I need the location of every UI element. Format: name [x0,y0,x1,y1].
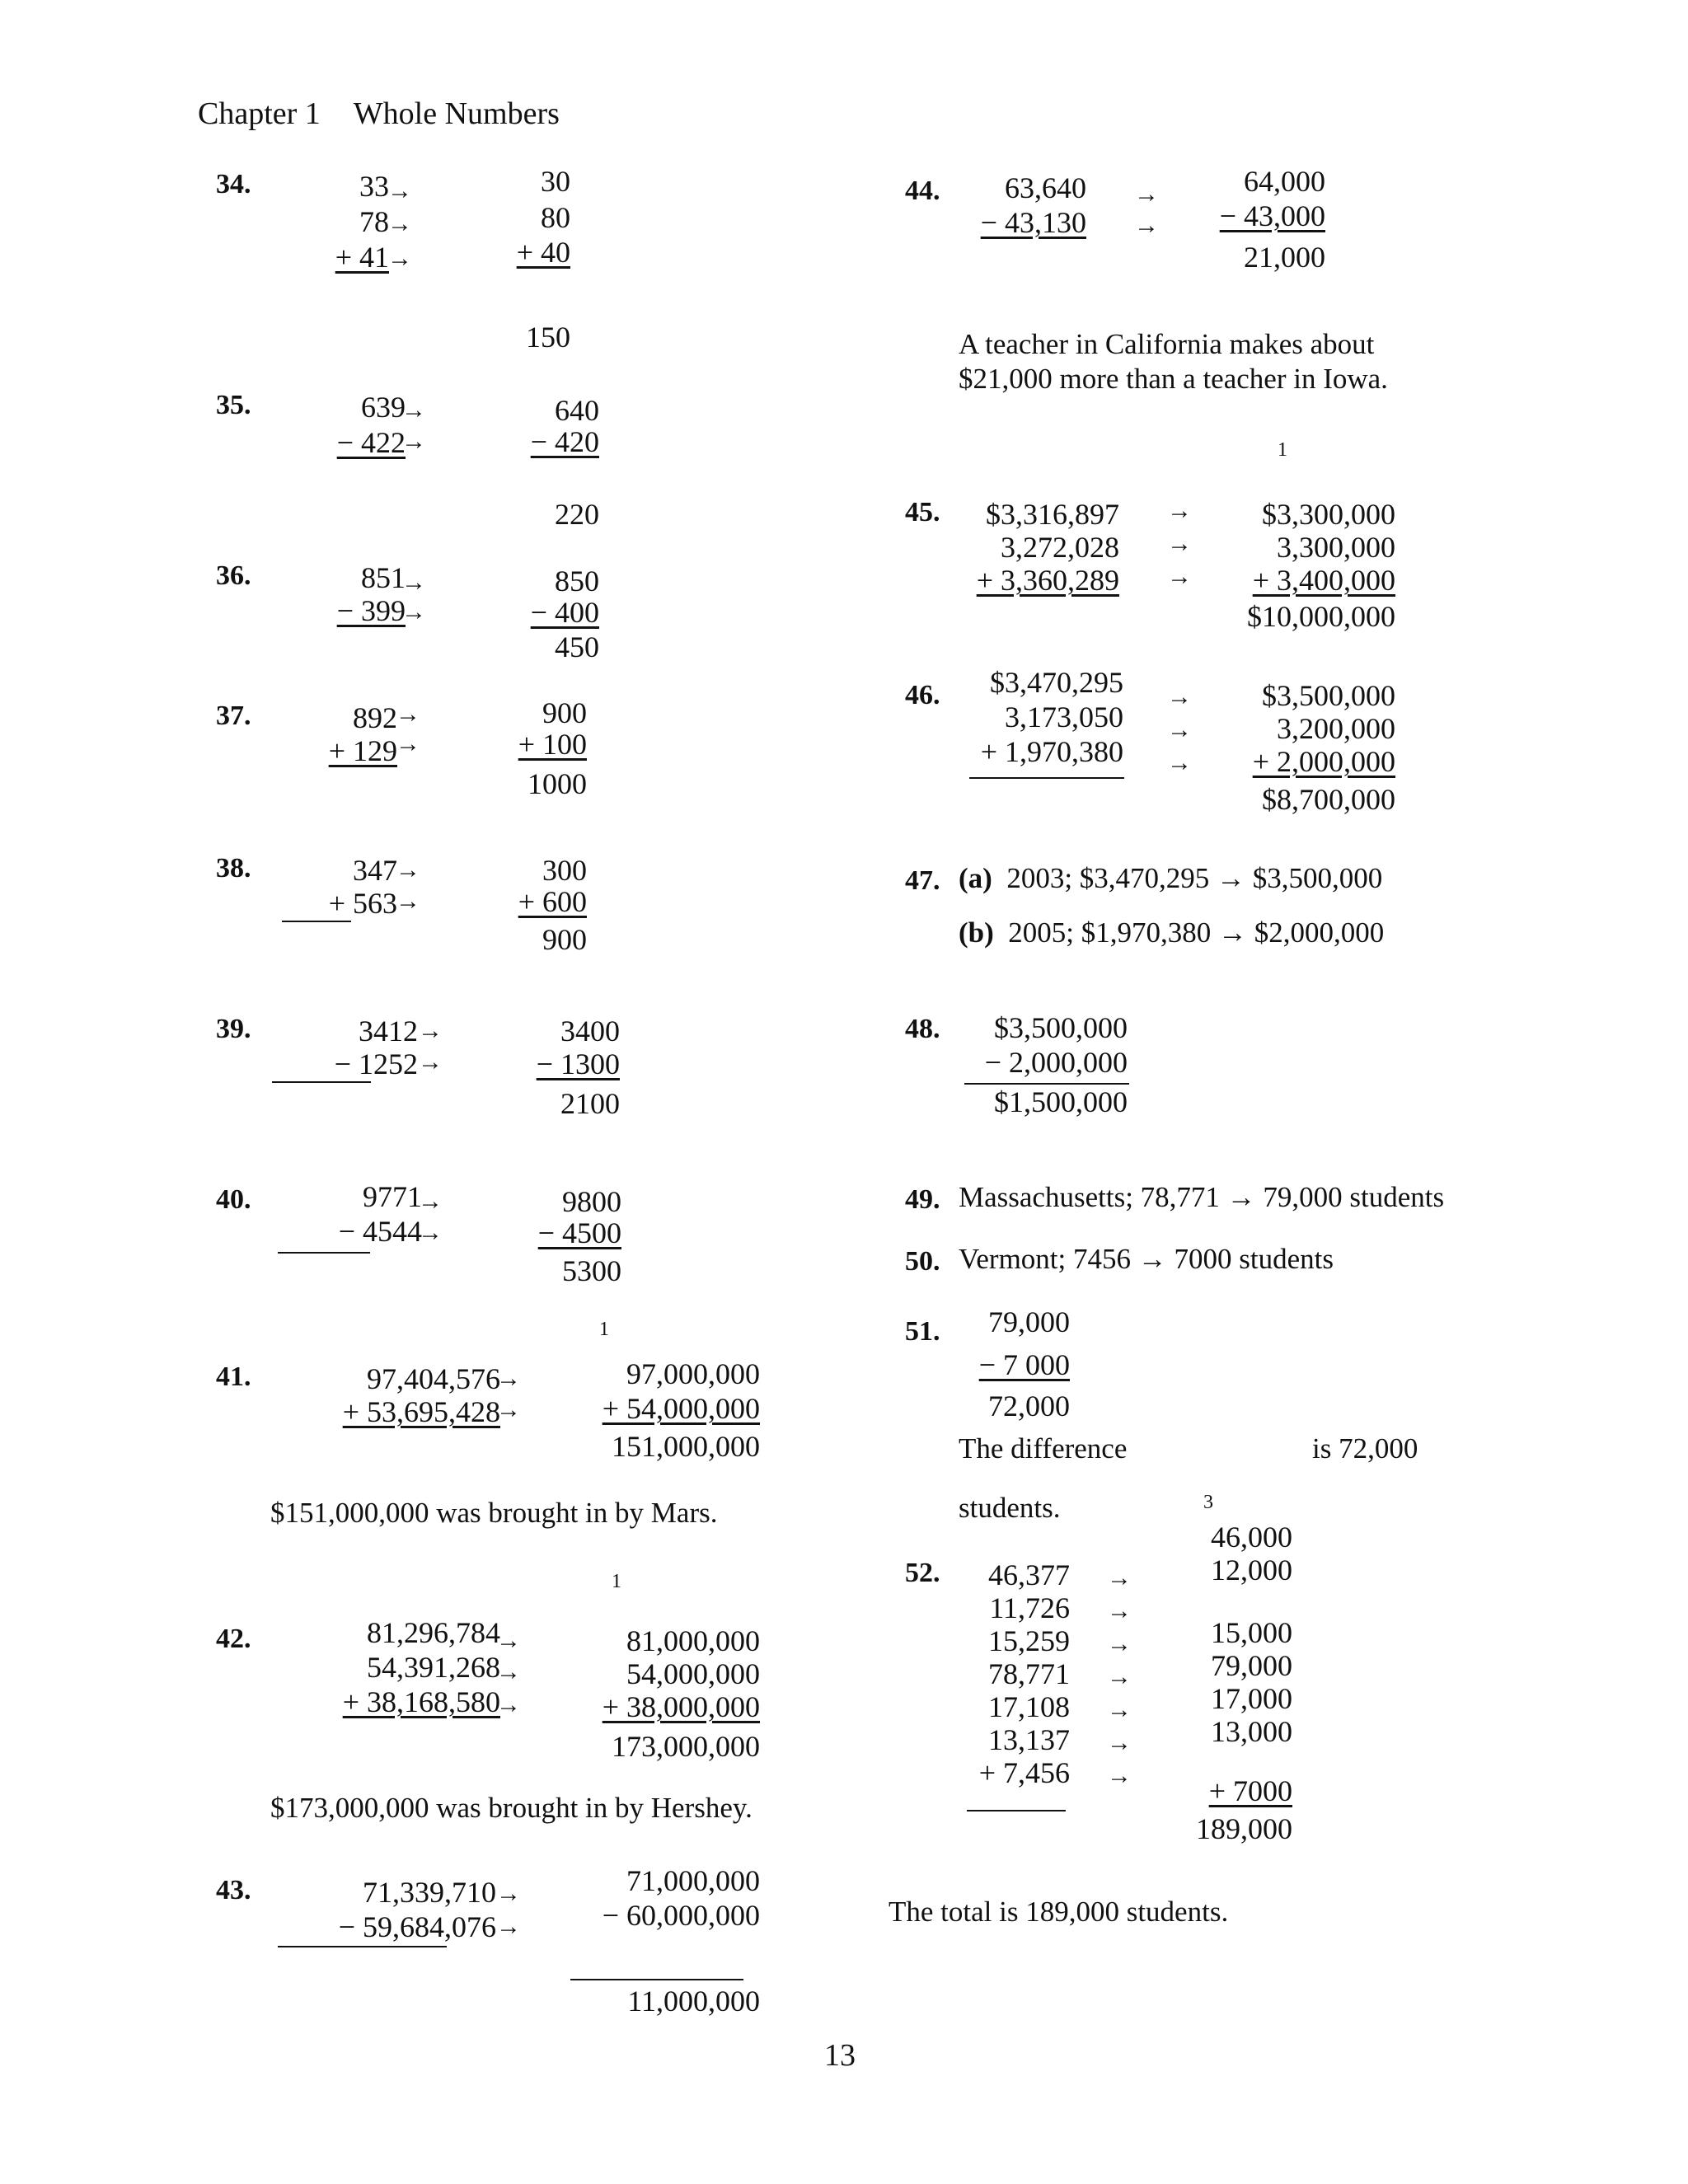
operand: 54,391,268 [367,1651,500,1684]
operand: − 43,130 [980,206,1086,239]
operand: 17,108 [988,1690,1070,1723]
rounded-operand: 850 [555,565,599,598]
operand: − 422 [336,426,406,459]
difference-rule [570,1979,743,1980]
rounded-operand: 97,000,000 [626,1357,760,1390]
result: 2100 [560,1087,620,1120]
result: $10,000,000 [1247,600,1395,633]
problem-number: 46. [905,680,940,710]
arrow-icon: → [1107,1696,1132,1723]
arrow-icon: → [396,730,420,757]
result: 150 [526,321,570,354]
carry-digit: 1 [599,1319,609,1340]
operand: 63,640 [1005,171,1086,204]
problem-number: 40. [216,1184,251,1215]
problem-number: 44. [905,176,940,206]
arrow-icon: → [496,1880,521,1907]
result: 72,000 [988,1390,1070,1422]
arrow-icon: → [1134,212,1159,239]
operand: + 53,695,428 [342,1395,500,1428]
sum-rule [967,1810,1066,1811]
answer-statement: A teacher in California makes about [959,328,1375,360]
carry-digit: 3 [1203,1492,1213,1513]
result: 173,000,000 [612,1730,760,1763]
problem-number: 49. [905,1184,940,1215]
arrow-icon: → [418,1017,443,1044]
problem-number: 39. [216,1014,251,1044]
operand: 3,272,028 [1001,531,1119,564]
rounded-operand: 46,000 [1211,1521,1292,1554]
arrow-icon: → [1167,749,1192,776]
rounded-operand: 900 [542,696,587,729]
operand: − 4544 [338,1215,422,1248]
operand: + 3,360,289 [976,564,1119,597]
operand: + 41 [335,241,389,274]
operand: 13,137 [988,1723,1070,1756]
rounded-operand: 71,000,000 [626,1864,760,1897]
arrow-icon: → [401,569,426,596]
operand: 71,339,710 [363,1876,496,1909]
arrow-icon: → [1167,563,1192,590]
problem-number: 42. [216,1624,251,1654]
arrow-icon: → [418,1048,443,1076]
operand: 78,771 [988,1657,1070,1690]
operand: 639 [361,391,406,424]
arrow-icon: → [396,856,420,883]
arrow-icon: → [496,1691,521,1718]
answer-statement: The difference [959,1432,1128,1465]
operand: + 7,456 [978,1756,1070,1789]
arrow-icon: → [496,1658,521,1685]
problem-number: 34. [216,169,251,199]
result: 220 [555,498,599,531]
arrow-icon: → [1107,1597,1132,1624]
problem-number: 43. [216,1875,251,1905]
answer-statement: is 72,000 [1312,1432,1418,1465]
arrow-icon: → [1134,180,1159,208]
rounded-operand: 3,200,000 [1277,712,1395,745]
arrow-icon: → [396,888,420,915]
rounded-operand: 13,000 [1211,1715,1292,1748]
rounded-operand: − 43,000 [1219,199,1325,232]
rounded-operand: 81,000,000 [626,1624,760,1657]
rounded-operand: − 400 [530,596,599,629]
result: 189,000 [1196,1812,1292,1845]
rounded-operand: + 100 [518,728,587,761]
rounded-operand: 54,000,000 [626,1657,760,1690]
operand: 46,377 [988,1558,1070,1591]
result: 5300 [562,1254,621,1287]
result: 151,000,000 [612,1430,760,1463]
arrow-icon: → [496,1396,521,1423]
arrow-icon: → [496,1913,521,1940]
arrow-icon: → [418,1188,443,1215]
rounded-operand: + 2,000,000 [1252,745,1395,778]
answer-statement: $151,000,000 was brought in by Mars. [270,1497,718,1529]
problem-number: 45. [905,497,940,527]
rounded-operand: + 7000 [1208,1774,1292,1807]
problem-number: 50. [905,1246,940,1277]
rounded-operand: 80 [541,201,570,234]
rounded-operand: $3,300,000 [1262,498,1395,531]
operand: + 563 [328,887,397,920]
arrow-icon: → [401,428,426,455]
sum-rule [282,921,351,922]
operand: 892 [353,701,397,734]
chapter-label: Chapter 1 [198,96,321,131]
answer-statement: Vermont; 7456 → 7000 students [959,1243,1334,1275]
result: 1000 [528,767,587,800]
carry-digit: 1 [612,1571,621,1592]
operand: − 2,000,000 [984,1046,1128,1079]
operand: 851 [361,561,406,594]
operand: − 7 000 [978,1348,1070,1381]
arrow-icon: → [418,1219,443,1246]
rounded-operand: 300 [542,854,587,887]
operand: + 1,970,380 [980,735,1123,768]
operand: 78 [359,205,389,238]
rounded-operand: 12,000 [1211,1554,1292,1586]
operand: 3,173,050 [1005,701,1123,733]
carry-digit: 1 [1278,439,1287,461]
arrow-icon: → [1107,1729,1132,1756]
arrow-icon: → [496,1627,521,1654]
operand: + 38,168,580 [342,1685,500,1718]
arrow-icon: → [387,245,412,272]
operand: 9771 [363,1180,422,1213]
difference-rule [278,1252,370,1254]
rounded-operand: + 38,000,000 [602,1690,760,1723]
rounded-operand: + 54,000,000 [602,1392,760,1425]
rounded-operand: + 40 [516,236,570,269]
operand: 97,404,576 [367,1362,500,1395]
result: 11,000,000 [627,1985,760,2018]
rounded-operand: 17,000 [1211,1682,1292,1715]
operand: 33 [359,170,389,203]
part-label: (b) [959,916,994,949]
rounded-operand: − 4500 [537,1216,621,1249]
arrow-icon: → [1107,1630,1132,1657]
operand: $3,316,897 [986,498,1119,531]
arrow-icon: → [1167,683,1192,710]
page-header [198,96,560,132]
result: $1,500,000 [994,1085,1128,1118]
rounded-operand: 3,300,000 [1277,531,1395,564]
problem-number: 38. [216,853,251,883]
problem-number: 48. [905,1014,940,1044]
arrow-icon: → [396,701,420,728]
arrow-icon: → [496,1365,521,1392]
rounded-operand: 79,000 [1211,1649,1292,1682]
rounded-operand: − 1300 [536,1047,620,1080]
rounded-operand: 640 [555,394,599,427]
rounded-operand: 30 [541,165,570,198]
problem-number: 37. [216,701,251,731]
rounded-operand: − 420 [530,425,599,458]
result: 21,000 [1244,241,1325,274]
operand: 347 [353,854,397,887]
arrow-icon: → [401,396,426,424]
answer-statement: 2005; $1,970,380 → $2,000,000 [1008,916,1385,949]
rounded-operand: $3,500,000 [1262,679,1395,712]
rounded-operand: + 3,400,000 [1252,564,1395,597]
rounded-operand: 9800 [562,1185,621,1218]
arrow-icon: → [1167,716,1192,743]
arrow-icon: → [387,210,412,237]
operand: 81,296,784 [367,1616,500,1649]
problem-number: 36. [216,560,251,591]
answer-statement: Massachusetts; 78,771 → 79,000 students [959,1181,1445,1213]
rounded-operand: 15,000 [1211,1616,1292,1649]
answer-statement: students. [959,1492,1061,1524]
operand: 11,726 [989,1591,1070,1624]
answer-statement: $21,000 more than a teacher in Iowa. [959,363,1388,395]
arrow-icon: → [1167,497,1192,524]
result: $8,700,000 [1262,783,1395,816]
operand: 15,259 [988,1624,1070,1657]
page-number: 13 [824,2038,856,2073]
operand: 79,000 [988,1305,1070,1338]
arrow-icon: → [1167,530,1192,557]
arrow-icon: → [1107,1762,1132,1789]
problem-number: 47. [905,865,940,896]
operand: − 1252 [334,1047,418,1080]
operand: − 399 [336,594,406,627]
operand: + 129 [328,734,397,767]
problem-number: 35. [216,390,251,420]
problem-number: 52. [905,1558,940,1588]
difference-rule [272,1081,371,1083]
problem-number: 51. [905,1316,940,1347]
rounded-operand: − 60,000,000 [602,1899,760,1932]
arrow-icon: → [401,598,426,626]
answer-statement: $173,000,000 was brought in by Hershey. [270,1792,753,1824]
chapter-title: Whole Numbers [353,96,560,131]
rounded-operand: + 600 [518,885,587,918]
problem-number: 41. [216,1361,251,1392]
operand: $3,470,295 [990,666,1123,699]
arrow-icon: → [1107,1663,1132,1690]
arrow-icon: → [387,177,412,204]
operand: $3,500,000 [994,1011,1128,1044]
sum-rule [969,777,1124,779]
answer-statement: 2003; $3,470,295 → $3,500,000 [1006,862,1383,894]
part-label: (a) [959,862,992,894]
rounded-operand: 3400 [560,1015,620,1047]
difference-rule [278,1946,447,1947]
result: 900 [542,923,587,956]
arrow-icon: → [1107,1564,1132,1591]
rounded-operand: 64,000 [1244,165,1325,198]
operand: − 59,684,076 [338,1910,496,1943]
operand: 3412 [359,1015,418,1047]
answer-statement: The total is 189,000 students. [889,1896,1229,1928]
result: 450 [555,630,599,663]
